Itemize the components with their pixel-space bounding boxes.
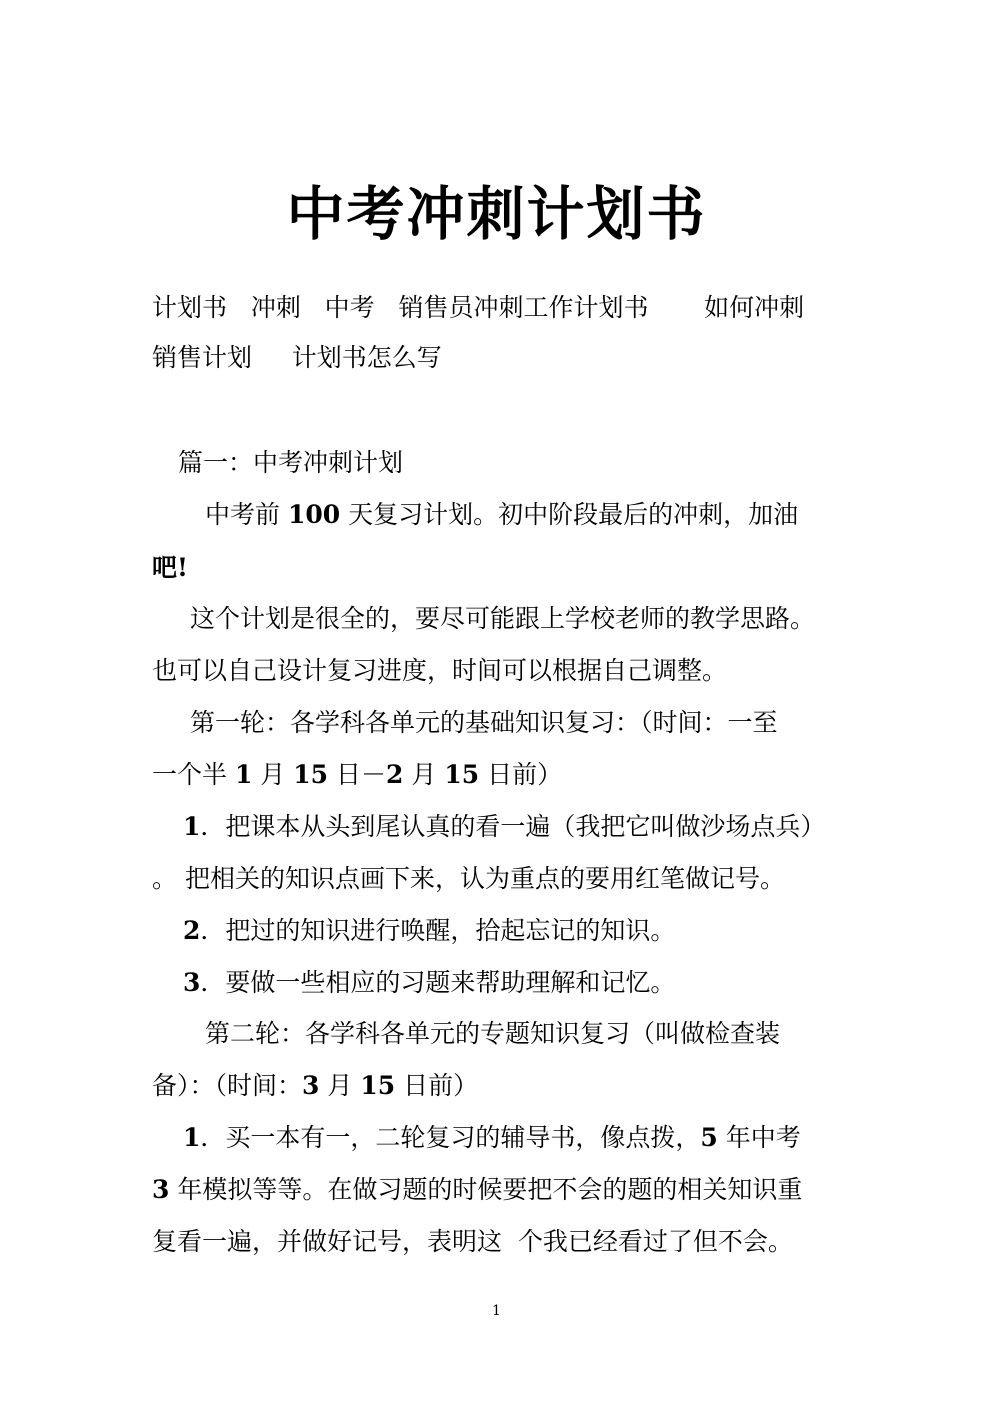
keywords-line-1: 计划书 冲刺 中考 销售员冲刺工作计划书 如何冲刺 bbox=[152, 293, 805, 322]
text-run: ．要做一些相应的习题来帮助理解和记忆。 bbox=[200, 968, 676, 997]
number-run: 1 bbox=[183, 812, 201, 841]
text-run: 月 bbox=[252, 760, 294, 789]
number-run: 1 bbox=[234, 760, 253, 789]
round-1-line-1: 第一轮：各学科各单元的基础知识复习：（时间：一至 bbox=[190, 708, 778, 737]
number-run: 15 bbox=[360, 1071, 396, 1100]
text-run: ．买一本有一，二轮复习的辅导书，像点拨， bbox=[200, 1123, 701, 1152]
round-1-item-1-line-1 bbox=[183, 810, 825, 844]
paragraph-1-line-2: 吧! bbox=[152, 553, 188, 582]
paragraph-1-line-1 bbox=[205, 498, 798, 532]
text-run: ．把过的知识进行唤醒，拾起忘记的知识。 bbox=[200, 916, 676, 945]
round-2-item-1-line-3: 复看一遍，并做好记号，表明这 个我已经看过了但不会。 bbox=[152, 1227, 793, 1256]
number-run: 100 bbox=[287, 500, 341, 529]
number-run: 2 bbox=[183, 916, 201, 945]
text-run: 日－ bbox=[328, 760, 387, 789]
number-run: 1 bbox=[183, 1123, 201, 1152]
text-run: ．把课本从头到尾认真的看一遍（我把它叫做沙场点兵） bbox=[200, 812, 826, 841]
number-run: 15 bbox=[444, 760, 480, 789]
document-title: 中考冲刺计划书 bbox=[286, 180, 707, 248]
text-run: 月 bbox=[319, 1071, 361, 1100]
number-run: 15 bbox=[293, 760, 329, 789]
page-number: 1 bbox=[492, 1303, 501, 1319]
text-run: 日前） bbox=[395, 1071, 479, 1100]
text-run: 天复习计划。初中阶段最后的冲刺，加油 bbox=[340, 500, 799, 529]
number-run: 2 bbox=[386, 760, 404, 789]
text-run: 日前） bbox=[479, 760, 563, 789]
round-1-item-1-line-2: 。 把相关的知识点画下来，认为重点的要用红笔做记号。 bbox=[152, 864, 785, 893]
round-2-line-2 bbox=[152, 1069, 478, 1103]
round-1-item-2 bbox=[183, 914, 675, 948]
section-heading: 篇一：中考冲刺计划 bbox=[178, 448, 404, 477]
number-run: 3 bbox=[183, 968, 201, 997]
round-2-item-1-line-2 bbox=[152, 1173, 802, 1207]
paragraph-2-line-2: 也可以自己设计复习进度，时间可以根据自己调整。 bbox=[152, 656, 728, 685]
keywords-line-2: 销售计划 计划书怎么写 bbox=[152, 343, 442, 372]
text-run: 中考前 bbox=[205, 500, 288, 529]
number-run: 5 bbox=[700, 1123, 718, 1152]
paragraph-2-line-1: 这个计划是很全的，要尽可能跟上学校老师的教学思路。 bbox=[190, 604, 816, 633]
text-run: 年模拟等等。在做习题的时候要把不会的题的相关知识重 bbox=[169, 1175, 803, 1204]
number-run: 3 bbox=[302, 1071, 320, 1100]
text-run: 备）：（时间： bbox=[152, 1071, 303, 1100]
text-run: 一个半 bbox=[152, 760, 235, 789]
round-1-item-3 bbox=[183, 966, 675, 1000]
text-run: 年中考 bbox=[717, 1123, 801, 1152]
round-2-item-1-line-1 bbox=[183, 1121, 801, 1155]
round-2-line-1: 第二轮：各学科各单元的专题知识复习（叫做检查装 bbox=[205, 1019, 781, 1048]
round-1-line-2 bbox=[152, 758, 562, 792]
text-run: 月 bbox=[403, 760, 445, 789]
number-run: 3 bbox=[152, 1175, 170, 1204]
